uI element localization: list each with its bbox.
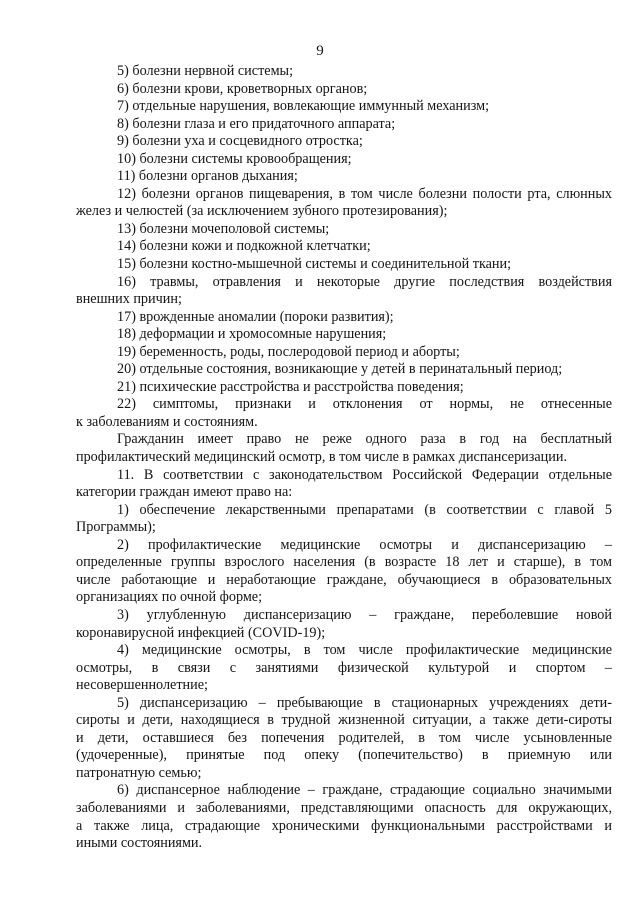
text-line: определенные группы взрослого населения (в возрасте 18 лет и старше), в том	[76, 554, 612, 571]
paragraph	[76, 467, 612, 502]
paragraph	[76, 221, 612, 239]
text-line: иными состояниями.	[76, 835, 203, 852]
text-line: 13) болезни мочеполовой системы;	[117, 220, 330, 237]
paragraph	[76, 168, 612, 186]
text-line: заболеваниями и заболеваниями, представляющими опасность для окружающих,	[76, 799, 612, 816]
text-line: и дети, оставшиеся без попечения родителей, в том числе усыновленные	[76, 729, 612, 746]
text-line: несовершеннолетние;	[76, 677, 208, 694]
paragraph	[76, 186, 612, 221]
text-line: 17) врожденные аномалии (пороки развития);	[117, 308, 394, 325]
text-line: осмотры, в связи с занятиями физической культурой и спортом –	[76, 659, 612, 676]
paragraph	[76, 396, 612, 431]
paragraph	[76, 238, 612, 256]
paragraph	[76, 63, 612, 81]
text-line: 8) болезни глаза и его придаточного аппарата;	[117, 115, 396, 132]
text-line: (удочеренные), принятые под опеку (попечительство) в приемную или	[76, 747, 612, 764]
text-line: 6) диспансерное наблюдение – граждане, страдающие социально значимыми	[117, 782, 612, 799]
paragraph	[76, 344, 612, 362]
paragraph	[76, 782, 612, 852]
text-line: 16) травмы, отравления и некоторые другие последствия воздействия	[117, 273, 612, 290]
text-line: сироты и дети, находящиеся в трудной жизненной ситуации, а также дети-сироты	[76, 712, 612, 729]
document-body	[76, 63, 612, 853]
text-line: 9) болезни уха и сосцевидного отростка;	[117, 133, 363, 150]
paragraph	[76, 537, 612, 607]
text-line: 19) беременность, роды, послеродовой период и аборты;	[117, 343, 460, 360]
text-line: 15) болезни костно-мышечной системы и соединительной ткани;	[117, 256, 512, 273]
paragraph	[76, 379, 612, 397]
text-line: профилактический медицинский осмотр, в том числе в рамках диспансеризации.	[76, 449, 567, 466]
text-line: Программы);	[76, 519, 156, 536]
text-line: категории граждан имеют право на:	[76, 484, 293, 501]
paragraph	[76, 642, 612, 695]
text-line: 2) профилактические медицинские осмотры и диспансеризацию –	[117, 536, 612, 553]
text-line: 1) обеспечение лекарственными препаратами (в соответствии с главой 5	[117, 501, 612, 518]
text-line: 7) отдельные нарушения, вовлекающие иммунный механизм;	[117, 98, 490, 115]
text-line: желез и челюстей (за исключением зубного протезирования);	[76, 203, 448, 220]
text-line: 4) медицинские осмотры, в том числе профилактические медицинские	[117, 642, 612, 659]
text-line: Гражданин имеет право не реже одного раза в год на бесплатный	[117, 431, 612, 448]
paragraph	[76, 309, 612, 327]
text-line: 12) болезни органов пищеварения, в том числе болезни полости рта, слюнных	[117, 185, 612, 202]
paragraph	[76, 607, 612, 642]
text-line: 11. В соответствии с законодательством Российской Федерации отдельные	[117, 466, 612, 483]
text-line: 6) болезни крови, кроветворных органов;	[117, 80, 368, 97]
paragraph	[76, 98, 612, 116]
text-line: организациях по очной форме;	[76, 589, 263, 606]
text-line: а также лица, страдающие хроническими функциональными расстройствами и	[76, 817, 612, 834]
text-line: к заболеваниям и состояниям.	[76, 413, 258, 430]
paragraph	[76, 361, 612, 379]
text-line: 11) болезни органов дыхания;	[117, 168, 298, 185]
paragraph	[76, 116, 612, 134]
paragraph	[76, 431, 612, 466]
text-line: 14) болезни кожи и подкожной клетчатки;	[117, 238, 371, 255]
text-line: коронавирусной инфекцией (COVID-19);	[76, 624, 326, 641]
paragraph	[76, 81, 612, 99]
text-line: 10) болезни системы кровообращения;	[117, 150, 352, 167]
text-line: 18) деформации и хромосомные нарушения;	[117, 326, 387, 343]
text-line: патронатную семью;	[76, 764, 202, 781]
paragraph	[76, 133, 612, 151]
paragraph	[76, 274, 612, 309]
text-line: 20) отдельные состояния, возникающие у детей в перинатальный период;	[117, 361, 563, 378]
paragraph	[76, 151, 612, 169]
paragraph	[76, 326, 612, 344]
paragraph	[76, 256, 612, 274]
page-number: 9	[316, 43, 324, 59]
text-line: 5) диспансеризацию – пребывающие в стационарных учреждениях дети-	[117, 694, 612, 711]
paragraph	[76, 502, 612, 537]
text-line: внешних причин;	[76, 291, 182, 308]
text-line: 21) психические расстройства и расстройства поведения;	[117, 378, 464, 395]
text-line: 5) болезни нервной системы;	[117, 63, 294, 79]
text-line: 3) углубленную диспансеризацию – граждане, переболевшие новой	[117, 606, 612, 623]
text-line: числе работающие и неработающие граждане, обучающиеся в образовательных	[76, 571, 612, 588]
paragraph	[76, 695, 612, 783]
text-line: 22) симптомы, признаки и отклонения от нормы, не отнесенные	[117, 396, 612, 413]
